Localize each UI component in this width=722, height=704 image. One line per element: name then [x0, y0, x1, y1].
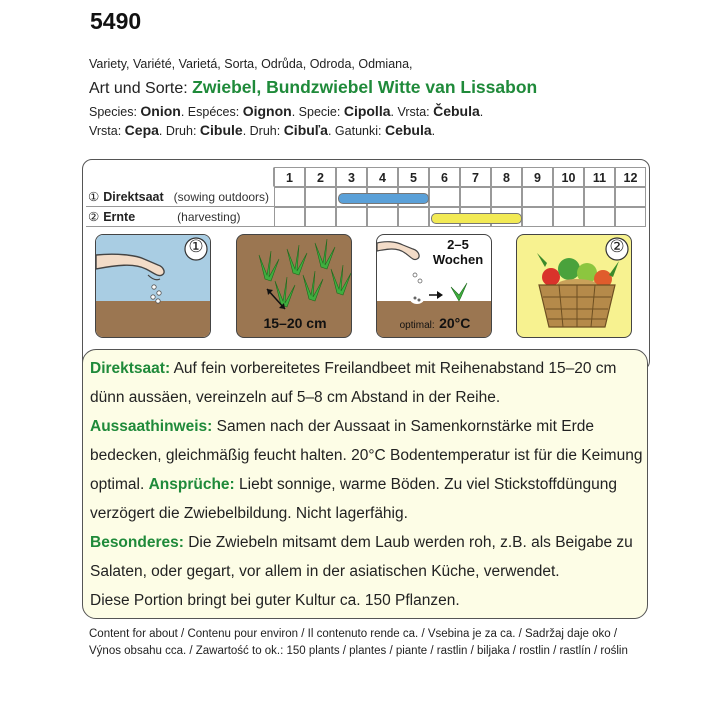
month-header: 10 [553, 167, 584, 187]
calendar-cell [460, 187, 491, 207]
species-label: . Gatunki: [327, 124, 385, 138]
calendar-cell [274, 207, 305, 227]
vrsta-line [89, 122, 435, 138]
calendar-cell [336, 207, 367, 227]
art-prefix: Art und Sorte: [89, 80, 193, 97]
month-header: 1 [274, 167, 305, 187]
pictogram-sowing [95, 234, 211, 338]
species-value: Cepa [124, 122, 159, 138]
germination-weeks-word: Wochen [432, 252, 484, 267]
calendar-cell [491, 187, 522, 207]
calendar-cell [398, 207, 429, 227]
species-value: Cebula [384, 122, 432, 138]
species-label: . Espéces: [180, 105, 243, 119]
calendar-corner [86, 167, 274, 187]
month-header: 5 [398, 167, 429, 187]
species-value: Onion [140, 103, 181, 119]
footer-line-1: Content for about / Contenu pour environ / Il contenuto rende ca. / Vsebina je za ca. / Sadržaj daje oko / [89, 628, 618, 640]
month-header: 6 [429, 167, 460, 187]
row-title: Ernte [103, 210, 136, 224]
pictogram-germination [376, 234, 492, 338]
product-code: 5490 [90, 8, 142, 34]
month-header: 2 [305, 167, 336, 187]
step-number-2: ② [609, 237, 625, 256]
calendar-cell [522, 207, 553, 227]
calendar-cell [553, 187, 584, 207]
species-value: Cibuľa [283, 122, 328, 138]
species-label: Vrsta: [89, 124, 125, 138]
species-value: Oignon [242, 103, 292, 119]
heading-direktsaat: Direktsaat: [90, 360, 171, 377]
optimal-temperature [377, 315, 492, 333]
calendar-cell [305, 187, 336, 207]
row-spacing-label: 15–20 cm [263, 315, 327, 331]
species-line [89, 103, 483, 119]
heading-ansprueche: Ansprüche: [148, 476, 235, 493]
art-und-sorte [89, 77, 537, 98]
month-header: 9 [522, 167, 553, 187]
row-subtitle: (sowing outdoors) [173, 190, 270, 204]
calendar-cell [615, 187, 646, 207]
month-header: 8 [491, 167, 522, 187]
variety-name: Zwiebel, Bundzwiebel Witte van Lissabon [192, 77, 538, 97]
row-label-cell [86, 187, 274, 207]
heading-aussaathinweis: Aussaathinweis: [90, 418, 213, 435]
row-subtitle: (harvesting) [177, 210, 241, 224]
species-label: . Vrsta: [390, 105, 434, 119]
calendar-cell [553, 207, 584, 227]
text-ansprueche: Liebt sonnige, warme Böden. Zu viel Stickstoffdüngung verzögert die Zwiebelbildung. Nicht lagerfähig. [90, 476, 617, 522]
text-besonderes: Die Zwiebeln mitsamt dem Laub werden roh, z.B. als Beigabe zu Salaten, oder gegart, vor allem in der asiatischen Küche, verwendet. [90, 534, 633, 580]
calendar-cell [429, 187, 460, 207]
row-title: Direktsaat [103, 190, 164, 204]
month-header: 11 [584, 167, 615, 187]
species-label: . Specie: [291, 105, 344, 119]
instructions-text [90, 354, 650, 615]
germination-weeks [427, 237, 489, 267]
footer-line-2: Výnos obsahu cca. / Zawartość to ok.: 150 plants / plantes / piante / rastlin / biljaka / rostlin / rastlín / roślin [89, 645, 628, 657]
sowing-period-bar [338, 193, 429, 204]
step-number-1: ① [188, 237, 204, 256]
species-value: Cibule [199, 122, 243, 138]
species-label: . [479, 105, 484, 119]
month-header: 4 [367, 167, 398, 187]
calendar-cell [305, 207, 336, 227]
species-label: . [431, 124, 436, 138]
calendar-cell [584, 207, 615, 227]
species-label: . Druh: [158, 124, 200, 138]
month-header: 7 [460, 167, 491, 187]
optimal-label: optimal: [399, 320, 435, 331]
harvest-period-bar [431, 213, 522, 224]
calendar-cell [367, 207, 398, 227]
species-label: Species: [89, 105, 141, 119]
species-value: Cipolla [343, 103, 391, 119]
month-header: 12 [615, 167, 646, 187]
optimal-temp-value: 20°C [439, 315, 471, 331]
species-label: . Druh: [242, 124, 284, 138]
species-value: Čebula [433, 103, 480, 119]
heading-besonderes: Besonderes: [90, 534, 184, 551]
pictogram-harvest [516, 234, 632, 338]
row-number: ② [88, 210, 100, 224]
row-number: ① [88, 190, 100, 204]
text-direktsaat: Auf fein vorbereitetes Freilandbeet mit Reihenabstand 15–20 cm dünn aussäen, vereinzeln auf 5–8 cm Abstand in der Reihe. [90, 360, 617, 406]
month-header: 3 [336, 167, 367, 187]
row-label-cell [86, 207, 274, 227]
germination-weeks-range: 2–5 [447, 237, 469, 252]
calendar-cell [274, 187, 305, 207]
text-aussaathinweis: Samen nach der Aussaat in Samenkornstärke mit Erde bedecken, gleichmäßig feucht halten. 20°C Bodentemperatur ist für die Keimung optimal. [90, 418, 643, 493]
pictogram-spacing [236, 234, 352, 338]
calendar-cell [615, 207, 646, 227]
calendar-cell [584, 187, 615, 207]
text-portion: Diese Portion bringt bei guter Kultur ca. 150 Pflanzen. [90, 592, 460, 609]
variety-line: Variety, Variété, Varietá, Sorta, Odrůda, Odroda, Odmiana, [89, 57, 413, 71]
calendar-cell [522, 187, 553, 207]
